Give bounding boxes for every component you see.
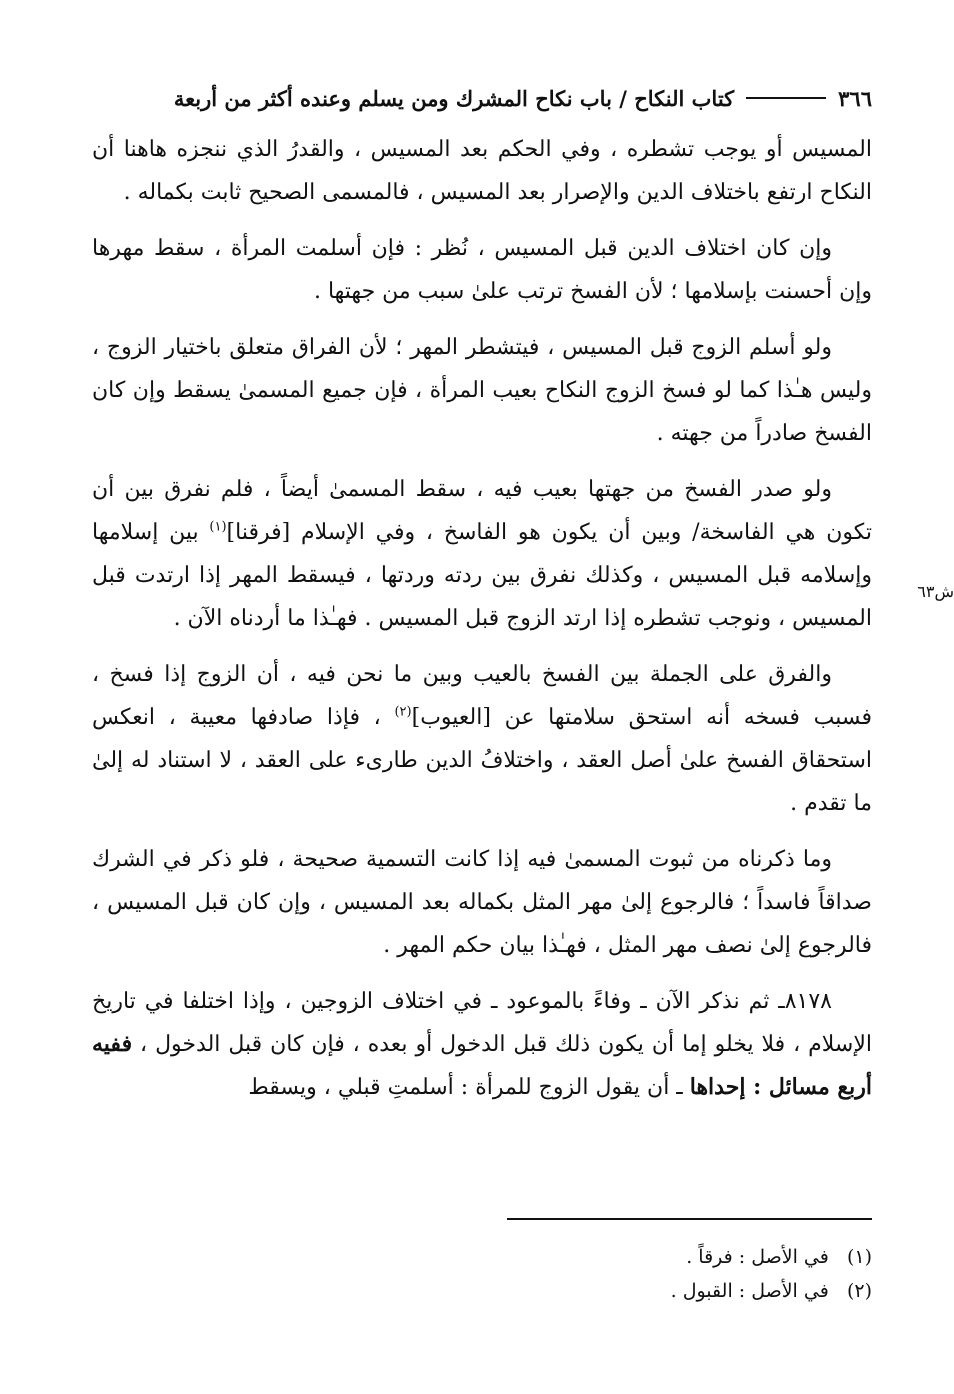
main-text: [92, 128, 872, 1122]
footnote-number: (٢): [846, 1280, 872, 1302]
footnote-1: [92, 1240, 872, 1274]
margin-manuscript-ref: ش٦٣: [917, 582, 954, 601]
footnote-text: في الأصل : فرقاً .: [686, 1246, 829, 1268]
footnote-text: في الأصل : القبول .: [670, 1280, 829, 1302]
paragraph-text: ولو صدر الفسخ من جهتها بعيب فيه ، سقط المسمىٰ أيضاً ، فلم نفرق بين أن تكون هي الفاسخة/ وبين أن يكون هو الفاسخ ، وفي الإسلام [فرقنا]: [92, 477, 872, 545]
footnote-ref-2[interactable]: (٢): [394, 704, 412, 720]
paragraph-4: [92, 468, 872, 640]
paragraph-text: وإن كان اختلاف الدين قبل المسيس ، نُظر : فإن أسلمت المرأة ، سقط مهرها وإن أحسنت بإسلامها ؛ لأن الفسخ ترتب علىٰ سبب من جهتها .: [92, 236, 872, 304]
paragraph-text: ولو أسلم الزوج قبل المسيس ، فيتشطر المهر ؛ لأن الفراق متعلق باختيار الزوج ، وليس هـٰذا كما لو فسخ الزوج النكاح بعيب المرأة ، فإن جميع المسمىٰ يسقط وإن كان الفسخ صادراً من جهته .: [92, 335, 872, 446]
paragraph-text: ٨١٧٨ـ ثم نذكر الآن ـ وفاءً بالموعود ـ في اختلاف الزوجين ، وإذا اختلفا في تاريخ الإسلام ، فلا يخلو إما أن يكون ذلك قبل الدخول أو بعده ، فإن كان قبل الدخول ،: [92, 989, 872, 1057]
paragraph-text: ، فإذا صادفها معيبة ، انعكس استحقاق الفسخ علىٰ أصل العقد ، واختلافُ الدين طارىء على العقد ، لا استناد له إلىٰ ما تقدم .: [92, 705, 872, 816]
paragraph-7: [92, 980, 872, 1109]
paragraph-text: بين إسلامها وإسلامه قبل المسيس ، وكذلك نفرق بين ردته وردتها ، فيسقط المهر إذا ارتدت قبل المسيس ، ونوجب تشطره إذا ارتد الزوج قبل المسيس . فهـٰذا ما أردناه الآن .: [92, 520, 872, 631]
footnotes: [92, 1240, 872, 1308]
footnote-ref-1[interactable]: (١): [209, 519, 227, 535]
bold-phrase: ففيه أربع مسائل : إحداها: [92, 1031, 872, 1100]
footnote-number: (١): [846, 1246, 872, 1268]
paragraph-text: والفرق على الجملة بين الفسخ بالعيب وبين ما نحن فيه ، أن الزوج إذا فسخ ، فسبب فسخه أنه استحق سلامتها عن [العيوب]: [92, 662, 872, 730]
paragraph-3: [92, 326, 872, 455]
header-rule: [746, 97, 826, 99]
header-title: كتاب النكاح / باب نكاح المشرك ومن يسلم وعنده أكثر من أربعة: [173, 85, 735, 111]
paragraph-text: ـ أن يقول الزوج للمرأة : أسلمتِ قبلي ، ويسقط: [248, 1075, 690, 1100]
paragraph-5: [92, 653, 872, 825]
paragraph-text: المسيس أو يوجب تشطره ، وفي الحكم بعد المسيس ، والقدرُ الذي ننجزه هاهنا أن النكاح ارتفع باختلاف الدين والإصرار بعد المسيس ، فالمسمى الصحيح ثابت بكماله .: [92, 137, 872, 205]
paragraph-1: [92, 128, 872, 214]
running-header: [92, 78, 872, 118]
page-number: ٣٦٦: [838, 85, 872, 111]
paragraph-2: [92, 227, 872, 313]
paragraph-text: وما ذكرناه من ثبوت المسمىٰ فيه إذا كانت التسمية صحيحة ، فلو ذكر في الشرك صداقاً فاسداً ؛ فالرجوع إلىٰ مهر المثل بكماله بعد المسيس ، وإن كان قبل المسيس ، فالرجوع إلىٰ نصف مهر المثل ، فهـٰذا بيان حكم المهر .: [92, 847, 872, 958]
footnote-divider: [507, 1218, 872, 1220]
footnote-2: [92, 1274, 872, 1308]
paragraph-6: [92, 838, 872, 967]
